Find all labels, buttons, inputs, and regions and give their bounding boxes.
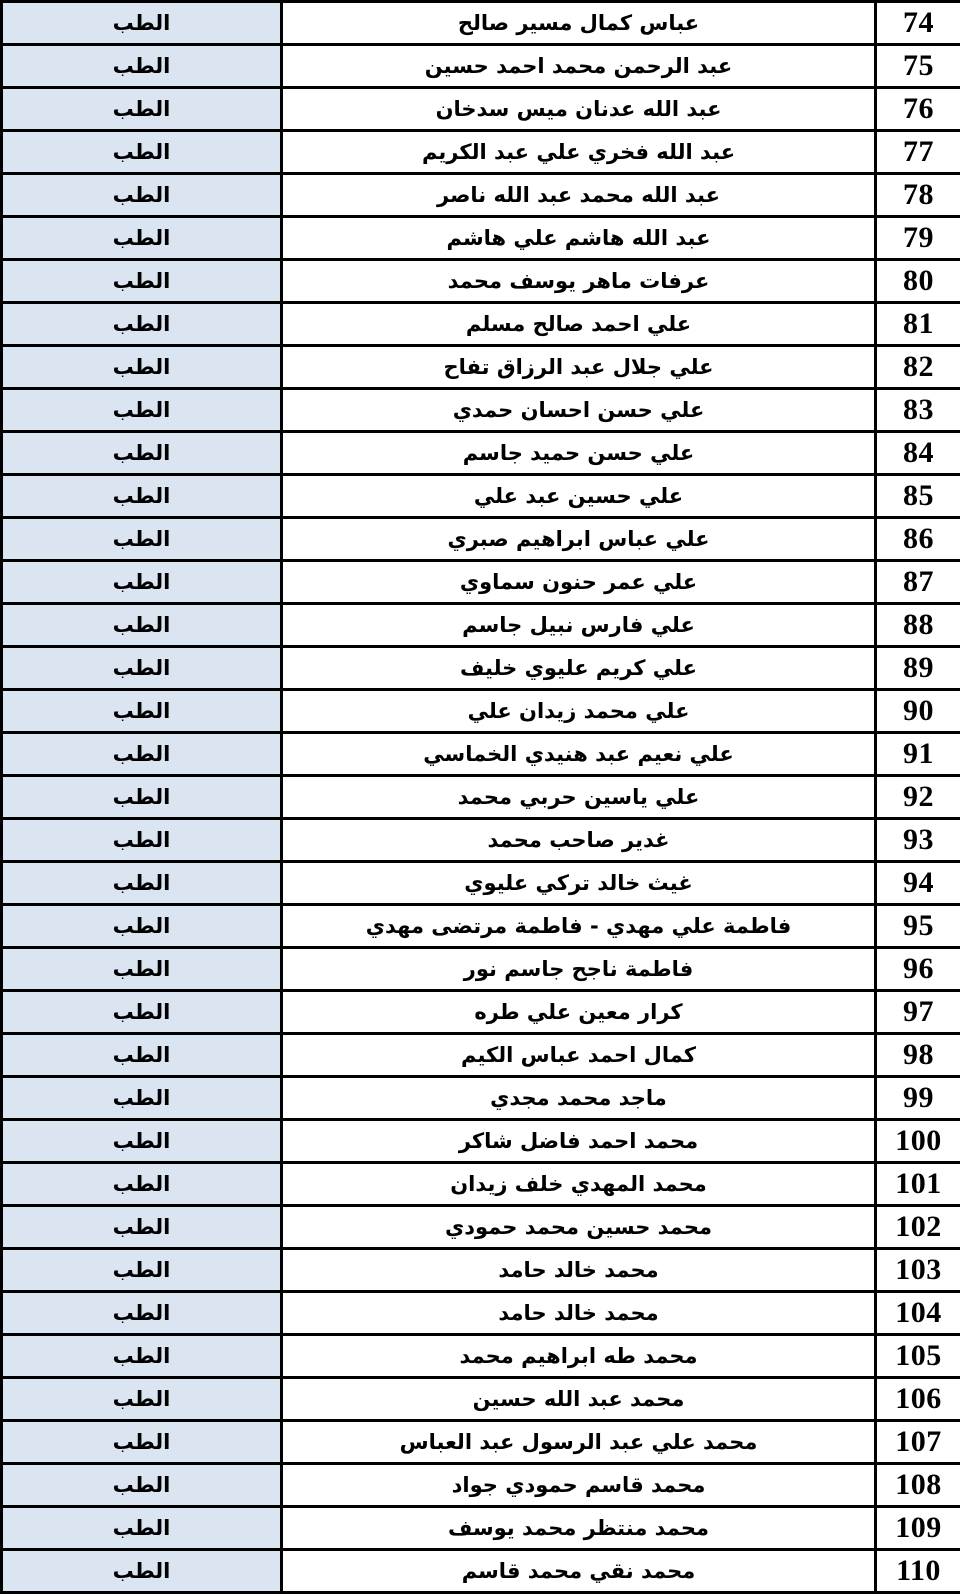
department-cell: الطب (2, 174, 282, 217)
table-row (2, 389, 960, 432)
student-name-cell: محمد منتظر محمد يوسف (282, 1507, 876, 1550)
department-cell: الطب (2, 88, 282, 131)
student-name-cell: علي محمد زيدان علي (282, 690, 876, 733)
student-name-cell: محمد علي عبد الرسول عبد العباس (282, 1421, 876, 1464)
row-number-cell: 76 (876, 88, 960, 131)
department-cell: الطب (2, 647, 282, 690)
department-cell: الطب (2, 1421, 282, 1464)
student-name-cell: محمد خالد حامد (282, 1292, 876, 1335)
department-cell: الطب (2, 1550, 282, 1593)
student-name-cell: ماجد محمد مجدي (282, 1077, 876, 1120)
student-name-cell: محمد حسين محمد حمودي (282, 1206, 876, 1249)
department-cell: الطب (2, 604, 282, 647)
table-row (2, 690, 960, 733)
row-number-cell: 87 (876, 561, 960, 604)
row-number-cell: 101 (876, 1163, 960, 1206)
row-number-cell: 78 (876, 174, 960, 217)
table-row (2, 2, 960, 45)
student-name-cell: محمد عبد الله حسين (282, 1378, 876, 1421)
student-name-cell: عبد الله هاشم علي هاشم (282, 217, 876, 260)
row-number-cell: 93 (876, 819, 960, 862)
department-cell: الطب (2, 991, 282, 1034)
table-row (2, 475, 960, 518)
department-cell: الطب (2, 217, 282, 260)
table-row (2, 1292, 960, 1335)
row-number-cell: 74 (876, 2, 960, 45)
row-number-cell: 109 (876, 1507, 960, 1550)
department-cell: الطب (2, 1034, 282, 1077)
department-cell: الطب (2, 432, 282, 475)
department-cell: الطب (2, 905, 282, 948)
student-name-cell: غدير صاحب محمد (282, 819, 876, 862)
row-number-cell: 75 (876, 45, 960, 88)
student-name-cell: كرار معين علي طره (282, 991, 876, 1034)
row-number-cell: 81 (876, 303, 960, 346)
row-number-cell: 77 (876, 131, 960, 174)
table-row (2, 303, 960, 346)
table-row (2, 948, 960, 991)
department-cell: الطب (2, 1163, 282, 1206)
table-row (2, 604, 960, 647)
row-number-cell: 97 (876, 991, 960, 1034)
table-row (2, 346, 960, 389)
department-cell: الطب (2, 733, 282, 776)
student-name-cell: علي حسين عبد علي (282, 475, 876, 518)
row-number-cell: 102 (876, 1206, 960, 1249)
table-row (2, 905, 960, 948)
student-name-cell: فاطمة علي مهدي - فاطمة مرتضى مهدي (282, 905, 876, 948)
table-row (2, 45, 960, 88)
department-cell: الطب (2, 1249, 282, 1292)
row-number-cell: 105 (876, 1335, 960, 1378)
student-name-cell: علي عباس ابراهيم صبري (282, 518, 876, 561)
table-row (2, 131, 960, 174)
table-row (2, 776, 960, 819)
table-row (2, 1034, 960, 1077)
table-row (2, 561, 960, 604)
row-number-cell: 106 (876, 1378, 960, 1421)
student-name-cell: علي احمد صالح مسلم (282, 303, 876, 346)
row-number-cell: 95 (876, 905, 960, 948)
table-row (2, 1249, 960, 1292)
department-cell: الطب (2, 346, 282, 389)
department-cell: الطب (2, 131, 282, 174)
table-row (2, 432, 960, 475)
department-cell: الطب (2, 1335, 282, 1378)
table-row (2, 1421, 960, 1464)
row-number-cell: 79 (876, 217, 960, 260)
department-cell: الطب (2, 2, 282, 45)
department-cell: الطب (2, 819, 282, 862)
student-name-cell: علي ياسين حربي محمد (282, 776, 876, 819)
row-number-cell: 92 (876, 776, 960, 819)
department-cell: الطب (2, 776, 282, 819)
student-name-cell: علي فارس نبيل جاسم (282, 604, 876, 647)
department-cell: الطب (2, 1507, 282, 1550)
department-cell: الطب (2, 561, 282, 604)
student-name-cell: علي حسن حميد جاسم (282, 432, 876, 475)
department-cell: الطب (2, 1378, 282, 1421)
student-name-cell: عرفات ماهر يوسف محمد (282, 260, 876, 303)
department-cell: الطب (2, 260, 282, 303)
student-name-cell: محمد خالد حامد (282, 1249, 876, 1292)
table-row (2, 1077, 960, 1120)
student-name-cell: فاطمة ناجح جاسم نور (282, 948, 876, 991)
student-name-cell: عبد الرحمن محمد احمد حسين (282, 45, 876, 88)
row-number-cell: 96 (876, 948, 960, 991)
row-number-cell: 90 (876, 690, 960, 733)
row-number-cell: 104 (876, 1292, 960, 1335)
table-row (2, 1335, 960, 1378)
row-number-cell: 84 (876, 432, 960, 475)
row-number-cell: 99 (876, 1077, 960, 1120)
row-number-cell: 83 (876, 389, 960, 432)
roster-table-body (2, 2, 960, 1593)
student-name-cell: علي حسن احسان حمدي (282, 389, 876, 432)
row-number-cell: 103 (876, 1249, 960, 1292)
row-number-cell: 89 (876, 647, 960, 690)
department-cell: الطب (2, 690, 282, 733)
table-row (2, 174, 960, 217)
student-name-cell: عبد الله عدنان ميس سدخان (282, 88, 876, 131)
student-name-cell: محمد طه ابراهيم محمد (282, 1335, 876, 1378)
row-number-cell: 107 (876, 1421, 960, 1464)
student-name-cell: محمد المهدي خلف زيدان (282, 1163, 876, 1206)
table-row (2, 1464, 960, 1507)
table-row (2, 88, 960, 131)
row-number-cell: 82 (876, 346, 960, 389)
department-cell: الطب (2, 1292, 282, 1335)
row-number-cell: 88 (876, 604, 960, 647)
row-number-cell: 94 (876, 862, 960, 905)
department-cell: الطب (2, 475, 282, 518)
row-number-cell: 108 (876, 1464, 960, 1507)
table-row (2, 647, 960, 690)
student-name-cell: علي جلال عبد الرزاق تفاح (282, 346, 876, 389)
table-row (2, 518, 960, 561)
table-row (2, 991, 960, 1034)
department-cell: الطب (2, 518, 282, 561)
table-row (2, 1206, 960, 1249)
department-cell: الطب (2, 389, 282, 432)
row-number-cell: 85 (876, 475, 960, 518)
table-row (2, 260, 960, 303)
row-number-cell: 100 (876, 1120, 960, 1163)
table-row (2, 1507, 960, 1550)
student-name-cell: عبد الله محمد عبد الله ناصر (282, 174, 876, 217)
student-name-cell: كمال احمد عباس الكيم (282, 1034, 876, 1077)
student-name-cell: محمد نقي محمد قاسم (282, 1550, 876, 1593)
table-row (2, 217, 960, 260)
row-number-cell: 98 (876, 1034, 960, 1077)
table-row (2, 733, 960, 776)
department-cell: الطب (2, 45, 282, 88)
table-row (2, 862, 960, 905)
row-number-cell: 110 (876, 1550, 960, 1593)
student-name-cell: غيث خالد تركي عليوي (282, 862, 876, 905)
department-cell: الطب (2, 1120, 282, 1163)
student-name-cell: علي كريم عليوي خليف (282, 647, 876, 690)
department-cell: الطب (2, 1206, 282, 1249)
department-cell: الطب (2, 948, 282, 991)
table-row (2, 1378, 960, 1421)
row-number-cell: 91 (876, 733, 960, 776)
table-row (2, 1120, 960, 1163)
student-name-cell: عبد الله فخري علي عبد الكريم (282, 131, 876, 174)
department-cell: الطب (2, 1464, 282, 1507)
department-cell: الطب (2, 862, 282, 905)
row-number-cell: 86 (876, 518, 960, 561)
table-row (2, 1550, 960, 1593)
student-name-cell: علي عمر حنون سماوي (282, 561, 876, 604)
student-name-cell: عباس كمال مسير صالح (282, 2, 876, 45)
table-row (2, 819, 960, 862)
row-number-cell: 80 (876, 260, 960, 303)
department-cell: الطب (2, 1077, 282, 1120)
student-name-cell: محمد قاسم حمودي جواد (282, 1464, 876, 1507)
student-name-cell: علي نعيم عبد هنيدي الخماسي (282, 733, 876, 776)
table-row (2, 1163, 960, 1206)
department-cell: الطب (2, 303, 282, 346)
student-name-cell: محمد احمد فاضل شاكر (282, 1120, 876, 1163)
